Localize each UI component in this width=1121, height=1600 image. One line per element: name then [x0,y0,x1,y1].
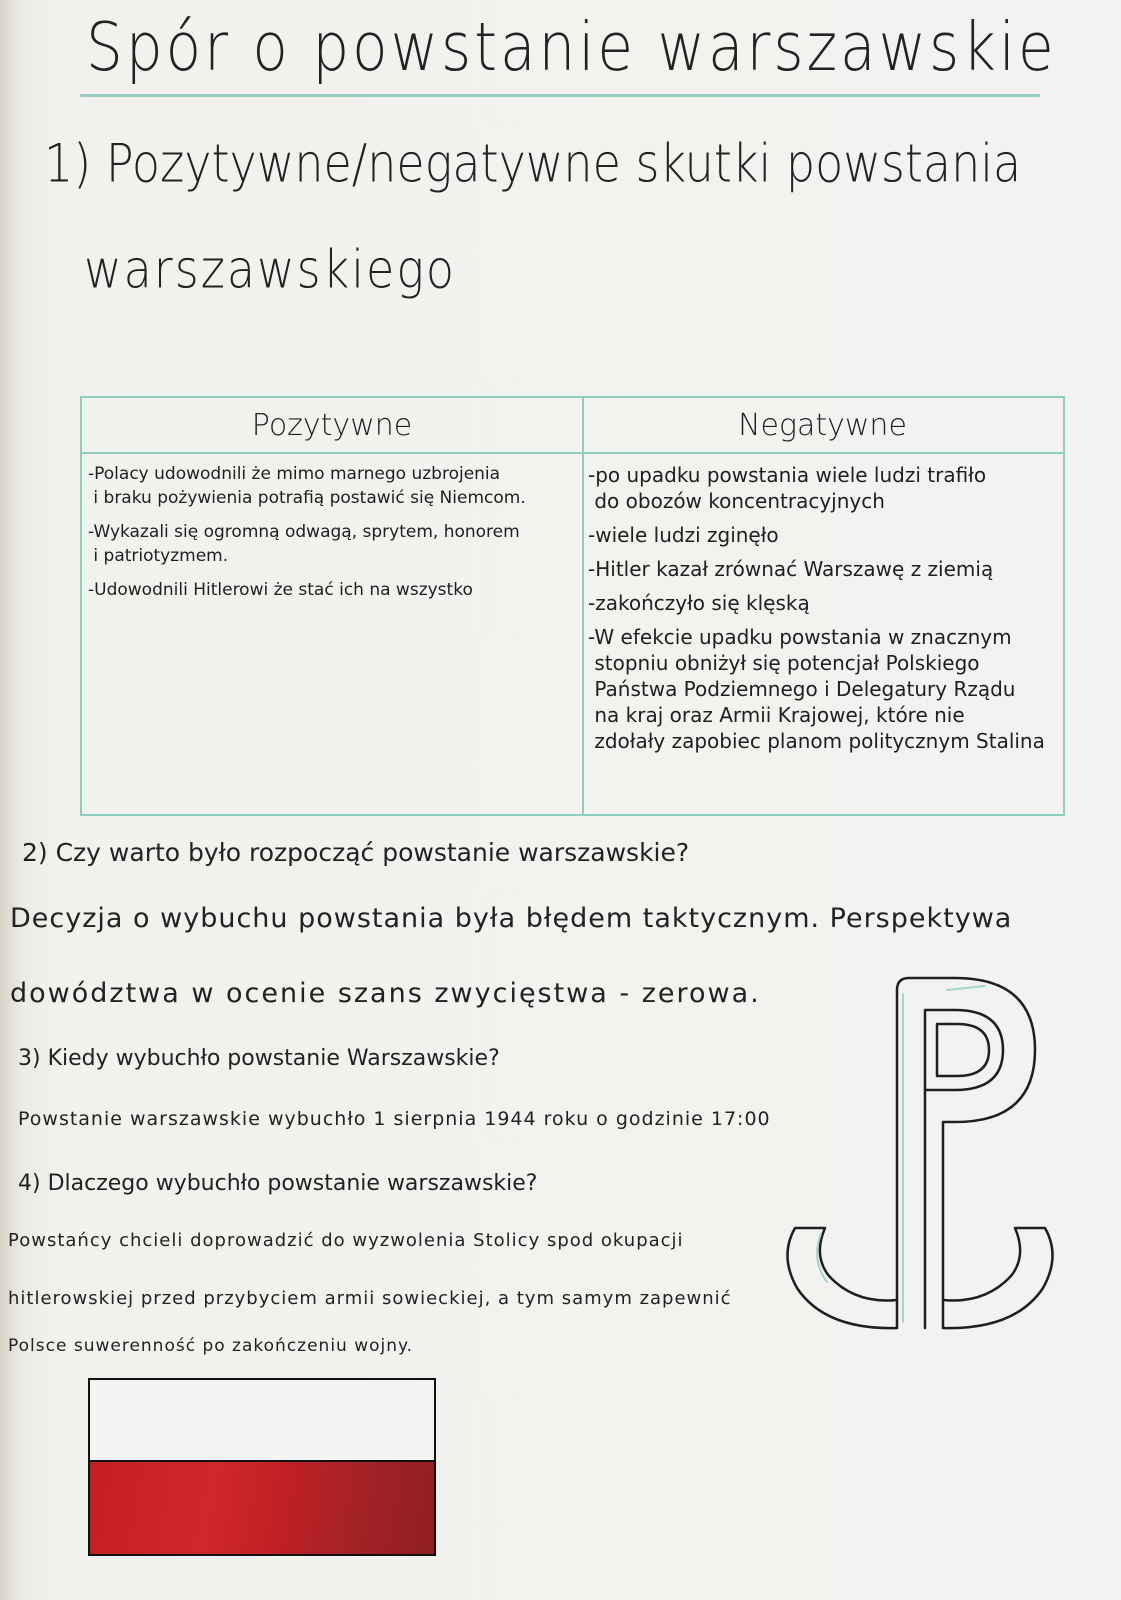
answer-2-line-2: dowództwa w ocenie szans zwycięstwa - zerowa. [10,978,761,1009]
question-1-line-1: 1) Pozytywne/negatywne skutki powstania [44,132,1022,195]
answer-2-line-1: Decyzja o wybuchu powstania była błędem taktycznym. Perspektywa [10,903,1013,934]
positive-item: -Udowodnili Hitlerowi że stać ich na wszystko [88,580,473,600]
negative-header: Negatywne [582,398,1063,454]
answer-4-line-1: Powstańcy chcieli doprowadzić do wyzwolenia Stolicy spod okupacji [8,1230,684,1251]
answer-3: Powstanie warszawskie wybuchło 1 sierpnia 1944 roku o godzinie 17:00 [18,1108,771,1130]
negative-item: -Hitler kazał zrównać Warszawę z ziemią [588,557,994,581]
negative-item: -W efekcie upadku powstania w znacznym stopniu obniżył się potencjał Polskiego Państwa Podziemnego i Delegatury Rządu na kraj oraz Armii Krajowej, które nie zdołały zapobiec planom politycznym Stalina [588,625,1045,753]
effects-table [80,396,1065,816]
negative-list [582,454,1063,754]
question-1-line-2: warszawskiego [84,238,457,301]
question-4: 4) Dlaczego wybuchło powstanie warszawskie? [18,1171,538,1196]
question-3: 3) Kiedy wybuchło powstanie Warszawskie? [18,1046,500,1071]
positive-list [82,454,582,602]
negative-item: -zakończyło się klęską [588,591,810,615]
negative-item: -wiele ludzi zginęło [588,523,779,547]
answer-4-line-2: hitlerowskiej przed przybyciem armii sowieckiej, a tym samym zapewnić [8,1288,732,1309]
polish-flag-icon [88,1378,436,1556]
kotwica-anchor-icon [785,970,1055,1350]
positive-column [82,398,584,814]
positive-item: -Polacy udowodnili że mimo marnego uzbrojenia i braku pożywienia potrafią postawić się Niemcom. [88,464,526,508]
poster-title: Spór o powstanie warszawskie [86,8,1057,87]
question-2: 2) Czy warto było rozpocząć powstanie warszawskie? [22,838,690,867]
answer-4-line-3: Polsce suwerenność po zakończeniu wojny. [8,1336,414,1356]
positive-header: Pozytywne [82,398,582,454]
flag-red-stripe [90,1460,434,1554]
positive-item: -Wykazali się ogromną odwagą, sprytem, honorem i patriotyzmem. [88,522,520,566]
negative-item: -po upadku powstania wiele ludzi trafiło do obozów koncentracyjnych [588,463,987,513]
title-underline [80,94,1040,97]
negative-column [582,398,1063,814]
